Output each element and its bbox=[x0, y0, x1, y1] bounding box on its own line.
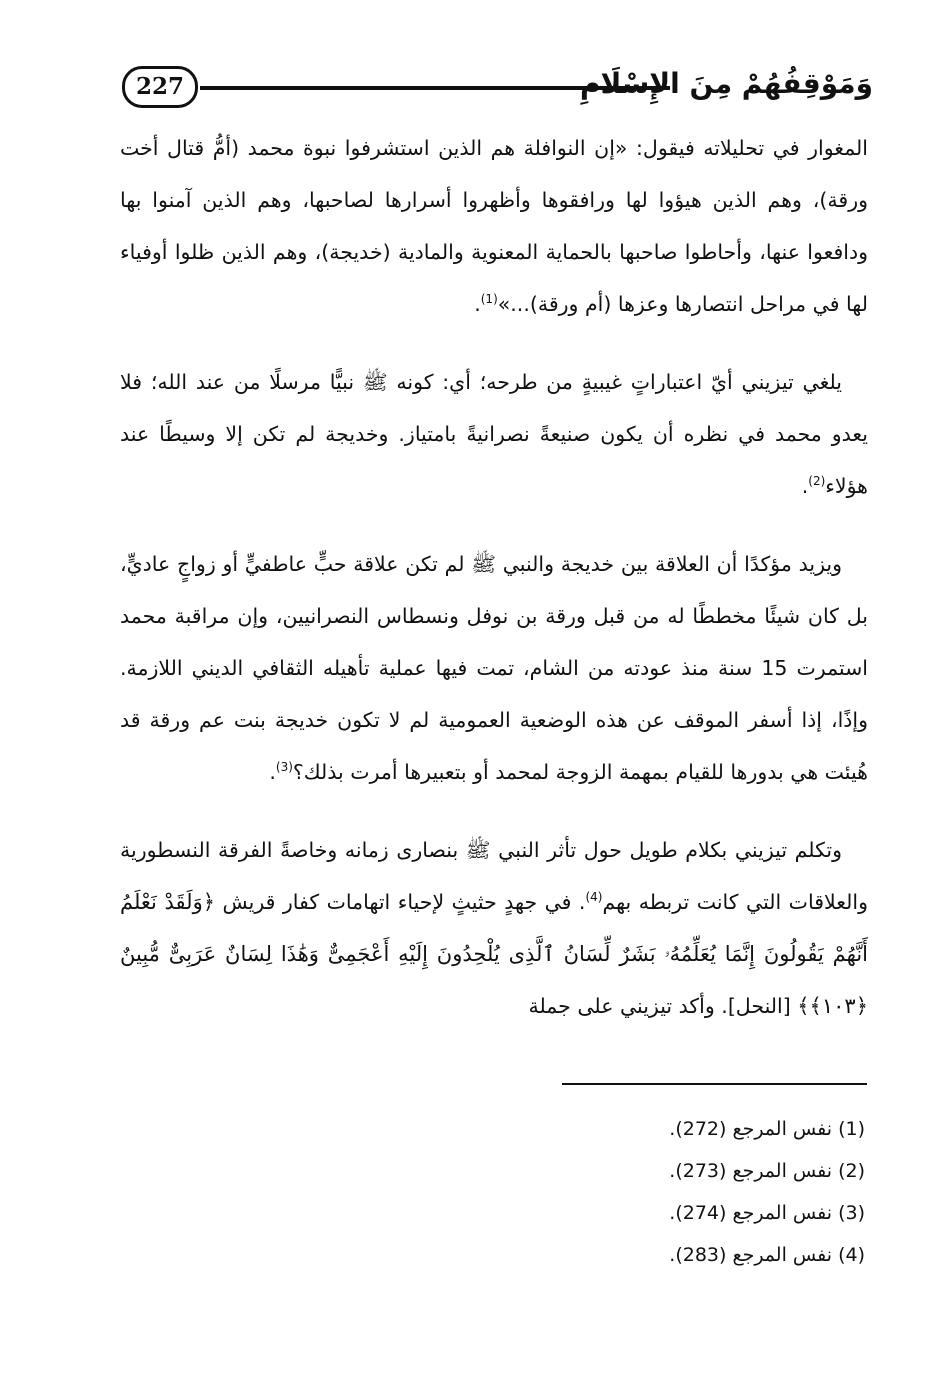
paragraph-text: ويزيد مؤكدًا أن العلاقة بين خديجة والنبي ﷺ لم تكن علاقة حبٍّ عاطفيٍّ أو زواجٍ عاديٍّ، بل كان شيئًا مخططًا له من قبل ورقة بن نوفل ونسطاس النصرانيين، وإن مراقبة محمد استمرت 15 سنة منذ عودته من الشام، تمت فيها عملية تأهيله الثقافي الديني اللازمة. وإذًا، إذا أسفر الموقف عن هذه الوضعية العمومية لم لا تكون خديجة بنت عم ورقة قد هُيئت هي بدورها للقيام بمهمة الزوجة لمحمد أو بتعبيرها أمرت بذلك؟ bbox=[120, 552, 868, 784]
footnote-ref[interactable]: (4) bbox=[585, 890, 603, 905]
footnote-ref[interactable]: (3) bbox=[275, 760, 293, 775]
paragraph-text-continued: . في جهدٍ حثيثٍ لإحياء اتهامات كفار قريش bbox=[222, 890, 586, 914]
quran-verse: ﴿وَلَقَدْ نَعْلَمُ أَنَّهُمْ يَقُولُونَ إِنَّمَا يُعَلِّمُهُۥ بَشَرٌ لِّسَانُ ٱلَّذِى يُلْحِدُونَ إِلَيْهِ أَعْجَمِىٌّ وَهَٰذَا لِسَانٌ عَرَبِىٌّ مُّبِينٌ ﴿١٠٣﴾﴾ bbox=[120, 890, 869, 1018]
paragraph-3 bbox=[120, 538, 868, 798]
main-text bbox=[120, 122, 868, 1058]
page-number: 227 bbox=[122, 66, 198, 108]
paragraph-text: وتكلم تيزيني بكلام طويل حول تأثر النبي ﷺ بنصارى زمانه وخاصةً الفرقة النسطورية والعلاقات التي كانت تربطه بهم bbox=[120, 838, 868, 914]
verse-source: [النحل] bbox=[727, 994, 791, 1018]
paragraph-1 bbox=[120, 122, 868, 330]
paragraph-end: . bbox=[269, 760, 276, 784]
paragraph-4 bbox=[120, 824, 868, 1032]
footnote-ref[interactable]: (1) bbox=[480, 292, 498, 307]
paragraph-2 bbox=[120, 356, 868, 512]
paragraph-end: . bbox=[801, 474, 809, 498]
paragraph-text: يلغي تيزيني أيّ اعتباراتٍ غيبيةٍ من طرحه؛ أي: كونه ﷺ نبيًّا مرسلًا من عند الله؛ فلا يعدو محمد في نظره أن يكون صنيعةً نصرانيةً بامتياز. وخديجة لم تكن إلا وسيطًا عند هؤلاء bbox=[120, 370, 868, 498]
paragraph-text-end: . وأكد تيزيني على جملة bbox=[528, 994, 728, 1018]
footnote-ref[interactable]: (2) bbox=[808, 474, 826, 489]
running-title: وَمَوْقِفُهُمْ مِنَ الإِسْلَامِ bbox=[579, 67, 873, 100]
footnote-3: (3) نفس المرجع (274). bbox=[669, 1202, 865, 1224]
paragraph-end: . bbox=[474, 292, 481, 316]
paragraph-text: المغوار في تحليلاته فيقول: «إن النوافلة هم الذين استشرفوا نبوة محمد (أمُّ قتال أخت ورقة)، وهم الذين هيؤوا لها ورافقوها وأظهروا أسرارها لصاحبها، وهم الذين آمنوا بها ودافعوا عنها، وأحاطوا صاحبها بالحماية المعنوية والمادية (خديجة)، وهم الذين ظلوا أوفياء لها في مراحل انتصارها وعزها (أم ورقة)...» bbox=[120, 136, 868, 316]
footnote-separator bbox=[562, 1083, 867, 1085]
page-header bbox=[118, 58, 873, 110]
footnote-4: (4) نفس المرجع (283). bbox=[669, 1244, 865, 1266]
footnote-1: (1) نفس المرجع (272). bbox=[669, 1118, 865, 1140]
footnotes bbox=[465, 1108, 865, 1276]
footnote-2: (2) نفس المرجع (273). bbox=[669, 1160, 865, 1182]
